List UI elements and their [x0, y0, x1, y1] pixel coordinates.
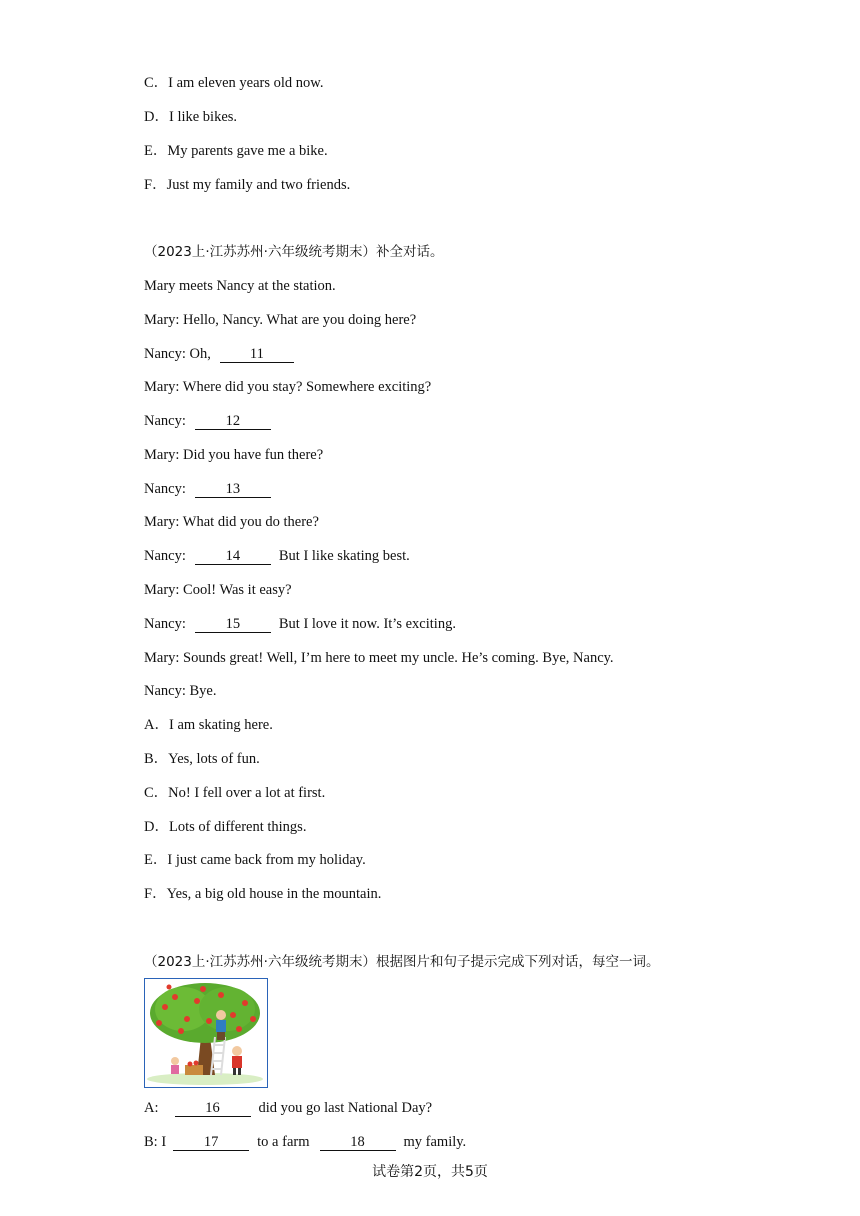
option-c [144, 74, 323, 92]
dialogue-line [144, 480, 277, 498]
dialogue-text: But I love it now. It’s exciting. [278, 616, 456, 632]
option-d [144, 818, 306, 836]
answer-blank[interactable]: 17 [173, 1135, 249, 1151]
dialogue-line: Mary: Cool! Was it easy? [144, 582, 292, 598]
option-text: No! I fell over a lot at first. [168, 785, 326, 801]
option-f [144, 176, 350, 194]
dialogue-line: Mary: Hello, Nancy. What are you doing here? [144, 312, 417, 328]
option-text: Yes, lots of fun. [168, 751, 260, 767]
speaker: Nancy: [144, 616, 186, 632]
dialogue-line [144, 615, 456, 633]
answer-blank[interactable]: 12 [195, 414, 271, 430]
option-e [144, 851, 366, 869]
option-text: Just my family and two friends. [166, 177, 351, 193]
speaker: Nancy: [144, 413, 186, 429]
answer-blank[interactable]: 15 [195, 617, 271, 633]
option-letter: E． [144, 143, 168, 159]
dialogue-line [144, 547, 410, 565]
option-f [144, 885, 381, 903]
option-text: I am skating here. [168, 717, 273, 733]
option-text: I am eleven years old now. [168, 75, 324, 91]
dialogue-line: Nancy: Bye. [144, 683, 217, 699]
option-e [144, 142, 328, 160]
option-letter: C． [144, 75, 169, 91]
dialogue-line [144, 345, 300, 363]
dialogue-text: my family. [403, 1134, 467, 1150]
q2-instruction: （2023上·江苏苏州·六年级统考期末）补全对话。 [144, 244, 444, 260]
dialogue-line: Mary: Sounds great! Well, I’m here to meet my uncle. He’s coming. Bye, Nancy. [144, 650, 614, 666]
option-letter: F． [144, 177, 167, 193]
dialogue-line [144, 412, 277, 430]
answer-blank[interactable]: 18 [320, 1135, 396, 1151]
q3-line-b [144, 1133, 466, 1151]
q3-line-a [144, 1099, 432, 1117]
option-b [144, 750, 260, 768]
option-letter: C． [144, 785, 169, 801]
option-letter: D． [144, 819, 169, 835]
option-letter: B． [144, 751, 169, 767]
dialogue-text: did you go last National Day? [258, 1100, 433, 1116]
option-letter: A． [144, 717, 169, 733]
option-a [144, 716, 273, 734]
option-text: Lots of different things. [168, 819, 307, 835]
q3-instruction: （2023上·江苏苏州·六年级统考期末）根据图片和句子提示完成下列对话，每空一词。 [144, 954, 660, 970]
option-text: I just came back from my holiday. [167, 852, 366, 868]
option-d [144, 108, 237, 126]
answer-blank[interactable]: 11 [220, 347, 294, 363]
speaker: Nancy: [144, 548, 186, 564]
dialogue-text: But I like skating best. [278, 548, 410, 564]
speaker: Nancy: [144, 481, 186, 497]
option-text: I like bikes. [168, 109, 238, 125]
option-c [144, 784, 325, 802]
option-letter: F． [144, 886, 167, 902]
answer-blank[interactable]: 14 [195, 549, 271, 565]
q2-intro: Mary meets Nancy at the station. [144, 278, 336, 294]
apple-tree-illustration [145, 979, 267, 1087]
dialogue-text: to a farm [257, 1134, 310, 1150]
answer-blank[interactable]: 16 [175, 1101, 251, 1117]
option-letter: E． [144, 852, 168, 868]
page-footer: 试卷第2页，共5页 [372, 1164, 488, 1180]
option-text: My parents gave me a bike. [167, 143, 328, 159]
option-letter: D． [144, 109, 169, 125]
dialogue-line: Mary: What did you do there? [144, 514, 319, 530]
speaker: B: I [144, 1134, 167, 1150]
speaker: A: [144, 1100, 159, 1116]
dialogue-line: Mary: Did you have fun there? [144, 447, 324, 463]
speaker: Nancy: Oh, [144, 346, 211, 362]
answer-blank[interactable]: 13 [195, 482, 271, 498]
option-text: Yes, a big old house in the mountain. [166, 886, 382, 902]
dialogue-line: Mary: Where did you stay? Somewhere exciting? [144, 379, 432, 395]
apple-tree-picture [144, 978, 268, 1088]
